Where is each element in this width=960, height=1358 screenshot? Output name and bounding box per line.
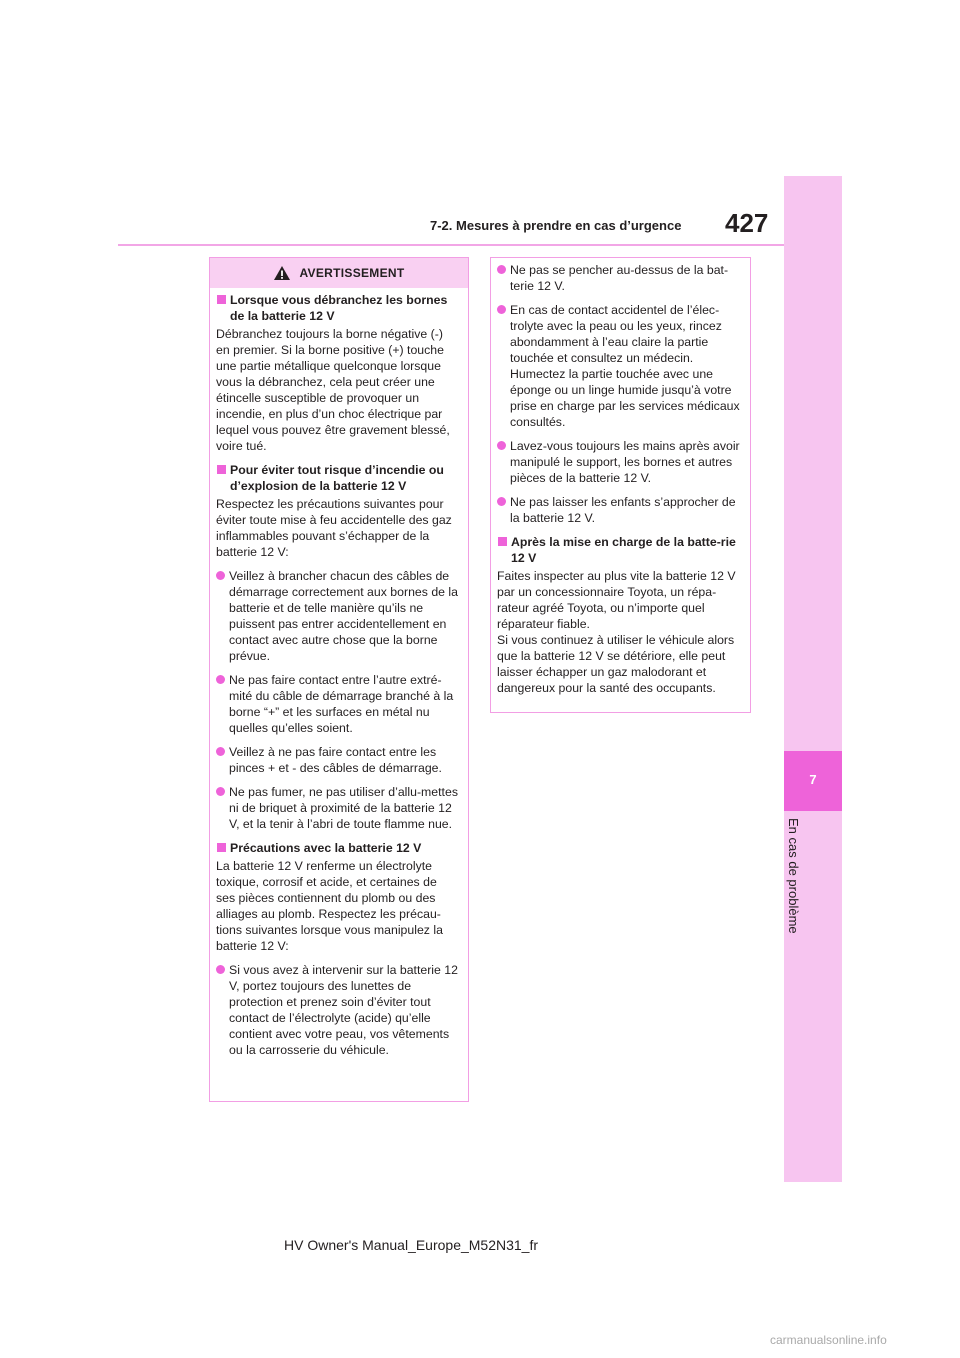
subheading: Lorsque vous débranchez les bornes de la batterie 12 V xyxy=(216,292,459,324)
subheading: Pour éviter tout risque d’incendie ou d’explosion de la batterie 12 V xyxy=(216,462,459,494)
bullet-item: Ne pas se pencher au-dessus de la bat-terie 12 V. xyxy=(497,262,741,294)
bullet-item: Veillez à ne pas faire contact entre les pinces + et - des câbles de démarrage. xyxy=(216,744,459,776)
warning-title: AVERTISSEMENT xyxy=(299,266,405,280)
header-divider xyxy=(118,244,784,246)
warning-box-right xyxy=(490,257,751,713)
bullet-item: Si vous avez à intervenir sur la batterie 12 V, portez toujours des lunettes de protection et prenez soin d’éviter tout contact de l’électrolyte (acide) qu’elle contient avec votre peau, vos vêtements ou la carrosserie du véhicule. xyxy=(216,962,459,1058)
paragraph: Faites inspecter au plus vite la batterie 12 V par un concessionnaire Toyota, un répa-rateur agréé Toyota, ou n’importe quel réparateur fiable. Si vous continuez à utiliser le véhicule alors que la batterie 12 V se détériore, elle peut laisser échapper un gaz malodorant et dangereux pour la santé des occupants. xyxy=(497,569,736,695)
bullet-item: Ne pas faire contact entre l’autre extré-mité du câble de démarrage branché à la borne “+” et les surfaces en métal nu quelles qu’elles soient. xyxy=(216,672,459,736)
bullet-item: Veillez à brancher chacun des câbles de démarrage correctement aux bornes de la batterie et de telle manière qu’ils ne puissent pas entrer accidentellement en contact avec autre chose que la borne prévue. xyxy=(216,568,459,664)
bullet-item: En cas de contact accidentel de l’élec-trolyte avec la peau ou les yeux, rincez abondamment à l’eau claire la partie touchée et consultez un médecin. Humectez la partie touchée avec une éponge ou un linge humide jusqu’à votre prise en charge par les services médicaux consultés. xyxy=(497,302,741,430)
paragraph: Débranchez toujours la borne négative (-) en premier. Si la borne positive (+) touche une partie métallique quelconque lorsque vous la débranchez, cela peut créer une étincelle susceptible de provoquer un incendie, en plus d’un choc électrique par lequel vous pouvez être gravement blessé, voire tué. xyxy=(216,327,450,453)
bullet-item: Ne pas laisser les enfants s’approcher de la batterie 12 V. xyxy=(497,494,741,526)
warning-header xyxy=(210,258,468,288)
warning-left-content xyxy=(210,288,468,1058)
chapter-side-band xyxy=(784,176,842,1182)
manual-name: HV Owner's Manual_Europe_M52N31_fr xyxy=(284,1237,539,1253)
warning-triangle-icon xyxy=(273,265,291,281)
paragraph: La batterie 12 V renferme un électrolyte toxique, corrosif et acide, et certaines de ses pièces contiennent du plomb ou des alliages au plomb. Respectez les précau-tions suivantes lorsque vous manipulez la batterie 12 V: xyxy=(216,859,443,953)
page-number: 427 xyxy=(725,208,769,238)
subheading: Précautions avec la batterie 12 V xyxy=(216,840,459,856)
bullet-item: Ne pas fumer, ne pas utiliser d’allu-mettes ni de briquet à proximité de la batterie 12 V, et la tenir à l’abri de toute flamme nue. xyxy=(216,784,459,832)
warning-box-left xyxy=(209,257,469,1102)
chapter-number: 7 xyxy=(809,772,817,787)
watermark[interactable]: carmanualsonline.info xyxy=(770,1333,887,1347)
paragraph: Respectez les précautions suivantes pour éviter toute mise à feu accidentelle des gaz inflammables pouvant s’échapper de la batterie 12 V: xyxy=(216,497,452,559)
chapter-title: En cas de problème xyxy=(786,818,801,934)
section-title: 7-2. Mesures à prendre en cas d’urgence xyxy=(430,218,682,233)
bullet-item: Lavez-vous toujours les mains après avoir manipulé le support, les bornes et autres pièces de la batterie 12 V. xyxy=(497,438,741,486)
subheading: Après la mise en charge de la batte-rie 12 V xyxy=(497,534,741,566)
warning-right-content xyxy=(491,258,750,696)
